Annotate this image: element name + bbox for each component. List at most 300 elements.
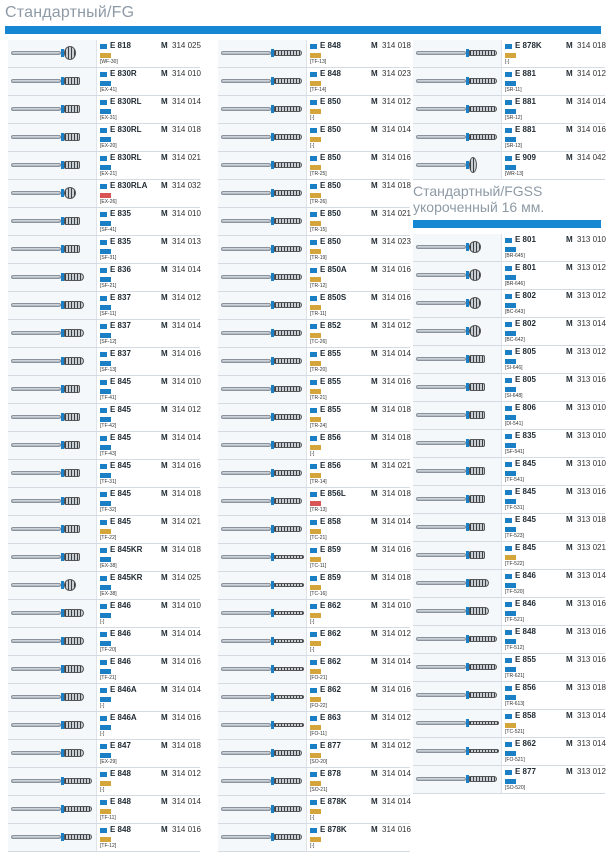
m-label: M bbox=[161, 265, 168, 274]
grit-badge bbox=[310, 53, 321, 58]
m-label: M bbox=[566, 319, 573, 328]
m-label: M bbox=[161, 657, 168, 666]
product-row bbox=[218, 824, 410, 852]
reference-code: [TC-16] bbox=[310, 591, 327, 597]
bur-shank bbox=[416, 497, 466, 501]
bur-image bbox=[413, 68, 502, 95]
series-swatch bbox=[505, 574, 512, 579]
reference-code: [TR-14] bbox=[310, 479, 327, 485]
article-number: 314 016 bbox=[172, 349, 201, 358]
grit-badge bbox=[505, 751, 516, 756]
product-code: E 848 bbox=[320, 69, 341, 78]
grit-badge bbox=[100, 109, 111, 114]
bur-head bbox=[274, 106, 302, 112]
reference-code: [TR-24] bbox=[310, 423, 327, 429]
m-label: M bbox=[566, 431, 573, 440]
article-number: 314 018 bbox=[382, 181, 411, 190]
bur-head bbox=[274, 526, 302, 532]
product-row bbox=[218, 796, 410, 824]
bur-shank bbox=[221, 667, 271, 671]
product-code: E 878K bbox=[320, 797, 347, 806]
m-label: M bbox=[371, 69, 378, 78]
grit-badge bbox=[505, 611, 516, 616]
bur-image bbox=[8, 180, 97, 207]
bur-shank bbox=[221, 79, 271, 83]
product-code: E 830RL bbox=[110, 125, 142, 134]
product-code: E 878K bbox=[515, 41, 542, 50]
bur-head bbox=[64, 133, 80, 141]
bur-image bbox=[413, 766, 502, 793]
series-swatch bbox=[310, 688, 317, 693]
reference-code: [-] bbox=[100, 619, 105, 625]
bur-image bbox=[413, 514, 502, 541]
m-label: M bbox=[566, 599, 573, 608]
series-swatch bbox=[310, 408, 317, 413]
grit-badge bbox=[100, 501, 111, 506]
m-label: M bbox=[566, 97, 573, 106]
bur-image bbox=[8, 656, 97, 683]
grit-badge bbox=[100, 837, 111, 842]
article-number: 314 012 bbox=[172, 769, 201, 778]
grit-badge bbox=[100, 81, 111, 86]
bur-image bbox=[8, 376, 97, 403]
product-code: E 862 bbox=[320, 685, 341, 694]
reference-code: [TF-541] bbox=[505, 477, 524, 483]
series-swatch bbox=[505, 100, 512, 105]
bur-head bbox=[64, 187, 76, 199]
reference-code: [TF-14] bbox=[310, 87, 327, 93]
product-code: E 848 bbox=[110, 797, 131, 806]
series-swatch bbox=[310, 548, 317, 553]
product-code: E 850A bbox=[320, 265, 347, 274]
m-label: M bbox=[161, 41, 168, 50]
series-swatch bbox=[100, 128, 107, 133]
bur-head bbox=[274, 134, 302, 140]
reference-code: [FO-11] bbox=[310, 731, 327, 737]
bur-head bbox=[469, 607, 489, 615]
bur-image bbox=[413, 598, 502, 625]
product-row bbox=[8, 236, 200, 264]
series-swatch bbox=[310, 380, 317, 385]
series-swatch bbox=[310, 352, 317, 357]
bur-shank bbox=[416, 51, 466, 55]
m-label: M bbox=[371, 517, 378, 526]
reference-code: [-] bbox=[310, 647, 315, 653]
reference-code: [TR-613] bbox=[505, 701, 525, 707]
reference-code: [EX-26] bbox=[100, 199, 117, 205]
grit-badge bbox=[100, 613, 111, 618]
product-row bbox=[218, 404, 410, 432]
bur-head bbox=[64, 834, 92, 840]
product-code: E 846A bbox=[110, 685, 137, 694]
grit-badge bbox=[310, 725, 321, 730]
bur-shank bbox=[416, 329, 466, 333]
grit-badge bbox=[505, 583, 516, 588]
grit-badge bbox=[505, 303, 516, 308]
series-swatch bbox=[505, 686, 512, 691]
bur-shank bbox=[416, 245, 466, 249]
bur-shank bbox=[221, 359, 271, 363]
grit-badge bbox=[100, 725, 111, 730]
product-code: E 856 bbox=[320, 433, 341, 442]
product-row bbox=[413, 570, 605, 598]
product-row bbox=[8, 208, 200, 236]
series-swatch bbox=[310, 296, 317, 301]
m-label: M bbox=[371, 97, 378, 106]
bur-image bbox=[413, 96, 502, 123]
series-swatch bbox=[100, 688, 107, 693]
bur-image bbox=[413, 262, 502, 289]
bur-shank bbox=[221, 751, 271, 755]
series-swatch bbox=[100, 324, 107, 329]
grit-badge bbox=[310, 221, 321, 226]
article-number: 313 016 bbox=[577, 655, 606, 664]
bur-head bbox=[64, 273, 84, 281]
grit-badge bbox=[100, 809, 111, 814]
reference-code: [SF-11] bbox=[100, 311, 117, 317]
series-swatch bbox=[100, 660, 107, 665]
product-row bbox=[413, 152, 605, 180]
bur-head bbox=[274, 750, 302, 756]
title-bar bbox=[5, 26, 601, 34]
grit-badge bbox=[505, 499, 516, 504]
product-code: E 877 bbox=[515, 767, 536, 776]
reference-code: [TC-11] bbox=[310, 563, 327, 569]
bur-shank bbox=[416, 301, 466, 305]
bur-image bbox=[218, 208, 307, 235]
product-code: E 863 bbox=[320, 713, 341, 722]
series-swatch bbox=[310, 828, 317, 833]
product-code: E 848 bbox=[110, 825, 131, 834]
product-row bbox=[8, 152, 200, 180]
series-swatch bbox=[505, 128, 512, 133]
article-number: 313 010 bbox=[577, 235, 606, 244]
grit-badge bbox=[310, 305, 321, 310]
series-swatch bbox=[505, 742, 512, 747]
bur-shank bbox=[416, 665, 466, 669]
bur-head bbox=[469, 523, 485, 531]
m-label: M bbox=[161, 601, 168, 610]
grit-badge bbox=[310, 473, 321, 478]
bur-image bbox=[218, 376, 307, 403]
series-swatch bbox=[100, 352, 107, 357]
grit-badge bbox=[310, 697, 321, 702]
bur-head bbox=[64, 385, 80, 393]
product-code: E 858 bbox=[515, 711, 536, 720]
bur-shank bbox=[11, 247, 61, 251]
series-swatch bbox=[100, 380, 107, 385]
bur-image bbox=[413, 458, 502, 485]
series-swatch bbox=[505, 350, 512, 355]
m-label: M bbox=[371, 657, 378, 666]
m-label: M bbox=[161, 545, 168, 554]
bur-head bbox=[64, 721, 84, 729]
product-code: E 802 bbox=[515, 319, 536, 328]
bur-shank bbox=[11, 415, 61, 419]
m-label: M bbox=[161, 209, 168, 218]
product-code: E 845 bbox=[110, 405, 131, 414]
bur-image bbox=[218, 628, 307, 655]
bur-shank bbox=[416, 693, 466, 697]
article-number: 314 018 bbox=[172, 125, 201, 134]
bur-image bbox=[8, 152, 97, 179]
product-row bbox=[413, 290, 605, 318]
bur-image bbox=[218, 432, 307, 459]
reference-code: [TF-512] bbox=[505, 645, 524, 651]
bur-image bbox=[218, 264, 307, 291]
m-label: M bbox=[161, 69, 168, 78]
series-swatch bbox=[100, 632, 107, 637]
product-row bbox=[8, 516, 200, 544]
article-number: 313 012 bbox=[577, 767, 606, 776]
product-row bbox=[218, 516, 410, 544]
article-number: 314 018 bbox=[172, 741, 201, 750]
bur-head bbox=[64, 609, 84, 617]
m-label: M bbox=[161, 741, 168, 750]
grit-badge bbox=[100, 389, 111, 394]
grit-badge bbox=[310, 529, 321, 534]
bur-image bbox=[218, 796, 307, 823]
product-row bbox=[413, 262, 605, 290]
m-label: M bbox=[566, 627, 573, 636]
bur-shank bbox=[11, 331, 61, 335]
product-code: E 830R bbox=[110, 69, 137, 78]
bur-image bbox=[8, 488, 97, 515]
m-label: M bbox=[161, 489, 168, 498]
bur-image bbox=[413, 40, 502, 67]
product-row bbox=[413, 682, 605, 710]
m-label: M bbox=[566, 153, 573, 162]
product-row bbox=[8, 656, 200, 684]
grit-badge bbox=[505, 81, 516, 86]
product-code: E 805 bbox=[515, 375, 536, 384]
product-row bbox=[413, 766, 605, 794]
product-code: E 845 bbox=[515, 459, 536, 468]
article-number: 314 042 bbox=[577, 153, 606, 162]
product-code: E 878K bbox=[320, 825, 347, 834]
bur-image bbox=[413, 402, 502, 429]
series-swatch bbox=[505, 44, 512, 49]
bur-shank bbox=[221, 583, 271, 587]
grit-badge bbox=[310, 249, 321, 254]
bur-head bbox=[469, 134, 497, 140]
series-swatch bbox=[505, 72, 512, 77]
product-code: E 856L bbox=[320, 489, 346, 498]
grit-badge bbox=[505, 387, 516, 392]
reference-code: [EX-41] bbox=[100, 87, 117, 93]
product-code: E 877 bbox=[320, 741, 341, 750]
product-row bbox=[218, 320, 410, 348]
reference-code: [TF-11] bbox=[100, 815, 116, 821]
product-row bbox=[413, 514, 605, 542]
bur-shank bbox=[416, 273, 466, 277]
grit-badge bbox=[100, 445, 111, 450]
m-label: M bbox=[371, 489, 378, 498]
product-code: E 859 bbox=[320, 573, 341, 582]
m-label: M bbox=[566, 125, 573, 134]
bur-shank bbox=[221, 387, 271, 391]
reference-code: [-] bbox=[310, 619, 315, 625]
article-number: 313 012 bbox=[577, 347, 606, 356]
article-number: 314 012 bbox=[382, 629, 411, 638]
bur-image bbox=[8, 236, 97, 263]
bur-shank bbox=[11, 163, 61, 167]
product-code: E 850 bbox=[320, 237, 341, 246]
m-label: M bbox=[161, 573, 168, 582]
bur-shank bbox=[11, 723, 61, 727]
bur-image bbox=[413, 430, 502, 457]
product-code: E 835 bbox=[110, 237, 131, 246]
article-number: 313 012 bbox=[577, 263, 606, 272]
article-number: 314 018 bbox=[172, 545, 201, 554]
bur-head bbox=[274, 778, 302, 784]
article-number: 314 018 bbox=[382, 405, 411, 414]
product-row bbox=[8, 68, 200, 96]
grit-badge bbox=[505, 471, 516, 476]
article-number: 314 012 bbox=[382, 321, 411, 330]
grit-badge bbox=[100, 137, 111, 142]
m-label: M bbox=[161, 769, 168, 778]
article-number: 314 014 bbox=[172, 265, 201, 274]
grit-badge bbox=[310, 137, 321, 142]
m-label: M bbox=[161, 433, 168, 442]
bur-image bbox=[8, 824, 97, 851]
series-swatch bbox=[505, 294, 512, 299]
m-label: M bbox=[566, 291, 573, 300]
grit-badge bbox=[310, 165, 321, 170]
product-code: E 830RL bbox=[110, 153, 142, 162]
reference-code: [-] bbox=[505, 59, 510, 65]
bur-image bbox=[8, 628, 97, 655]
bur-image bbox=[8, 712, 97, 739]
product-code: E 855 bbox=[320, 377, 341, 386]
grit-badge bbox=[310, 81, 321, 86]
series-swatch bbox=[310, 436, 317, 441]
grit-badge bbox=[505, 275, 516, 280]
m-label: M bbox=[566, 235, 573, 244]
grit-badge bbox=[100, 193, 111, 198]
product-code: E 909 bbox=[515, 153, 536, 162]
grit-badge bbox=[100, 305, 111, 310]
product-code: E 846A bbox=[110, 713, 137, 722]
bur-head bbox=[64, 161, 80, 169]
product-row bbox=[218, 96, 410, 124]
product-row bbox=[8, 740, 200, 768]
product-row bbox=[413, 346, 605, 374]
series-swatch bbox=[100, 408, 107, 413]
grit-badge bbox=[100, 669, 111, 674]
article-number: 313 014 bbox=[577, 711, 606, 720]
m-label: M bbox=[371, 209, 378, 218]
article-number: 314 032 bbox=[172, 181, 201, 190]
bur-image bbox=[413, 152, 502, 179]
series-swatch bbox=[310, 324, 317, 329]
bur-head bbox=[64, 806, 92, 812]
m-label: M bbox=[161, 377, 168, 386]
m-label: M bbox=[371, 573, 378, 582]
bur-shank bbox=[221, 219, 271, 223]
reference-code: [DI-541] bbox=[505, 421, 523, 427]
reference-code: [TF-521] bbox=[505, 617, 524, 623]
series-swatch bbox=[310, 100, 317, 105]
article-number: 314 018 bbox=[577, 41, 606, 50]
article-number: 314 025 bbox=[172, 573, 201, 582]
bur-image bbox=[413, 682, 502, 709]
reference-code: [TC-521] bbox=[505, 729, 525, 735]
reference-code: [TR-13] bbox=[310, 507, 327, 513]
series-swatch bbox=[310, 240, 317, 245]
bur-head bbox=[469, 636, 497, 642]
series-swatch bbox=[310, 744, 317, 749]
product-row bbox=[8, 824, 200, 852]
series-swatch bbox=[505, 406, 512, 411]
bur-shank bbox=[221, 443, 271, 447]
bur-shank bbox=[221, 275, 271, 279]
product-code: E 855 bbox=[515, 655, 536, 664]
m-label: M bbox=[371, 545, 378, 554]
product-row bbox=[8, 572, 200, 600]
m-label: M bbox=[371, 713, 378, 722]
bur-head bbox=[469, 78, 497, 84]
series-swatch bbox=[505, 490, 512, 495]
grit-badge bbox=[100, 585, 111, 590]
article-number: 314 016 bbox=[382, 293, 411, 302]
reference-code: [TF-22] bbox=[100, 535, 117, 541]
reference-code: [-] bbox=[310, 451, 315, 457]
bur-head bbox=[274, 386, 302, 392]
bur-head bbox=[64, 217, 80, 225]
article-number: 313 016 bbox=[577, 627, 606, 636]
series-swatch bbox=[100, 828, 107, 833]
grit-badge bbox=[505, 137, 516, 142]
article-number: 314 014 bbox=[172, 97, 201, 106]
reference-code: [TF-42] bbox=[100, 423, 117, 429]
grit-badge bbox=[310, 781, 321, 786]
bur-image bbox=[8, 348, 97, 375]
series-swatch bbox=[310, 576, 317, 581]
bur-head bbox=[274, 414, 302, 420]
bur-shank bbox=[11, 611, 61, 615]
reference-code: [SF-13] bbox=[100, 367, 117, 373]
product-code: E 845 bbox=[110, 461, 131, 470]
reference-code: [-] bbox=[100, 787, 105, 793]
reference-code: [TF-32] bbox=[100, 507, 117, 513]
product-code: E 845 bbox=[110, 517, 131, 526]
bur-head bbox=[64, 77, 80, 85]
product-code: E 830RL bbox=[110, 97, 142, 106]
product-code: E 845 bbox=[110, 489, 131, 498]
grit-badge bbox=[310, 277, 321, 282]
bur-shank bbox=[221, 499, 271, 503]
m-label: M bbox=[161, 713, 168, 722]
bur-shank bbox=[11, 583, 61, 587]
article-number: 314 021 bbox=[382, 209, 411, 218]
series-swatch bbox=[505, 238, 512, 243]
series-swatch bbox=[100, 576, 107, 581]
article-number: 314 014 bbox=[172, 629, 201, 638]
product-row bbox=[8, 684, 200, 712]
grit-badge bbox=[100, 249, 111, 254]
bur-head bbox=[469, 50, 497, 56]
series-swatch bbox=[505, 434, 512, 439]
reference-code: [FO-22] bbox=[310, 703, 327, 709]
series-swatch bbox=[505, 658, 512, 663]
m-label: M bbox=[371, 825, 378, 834]
series-swatch bbox=[100, 520, 107, 525]
bur-shank bbox=[416, 79, 466, 83]
product-code: E 856 bbox=[515, 683, 536, 692]
article-number: 314 018 bbox=[172, 489, 201, 498]
